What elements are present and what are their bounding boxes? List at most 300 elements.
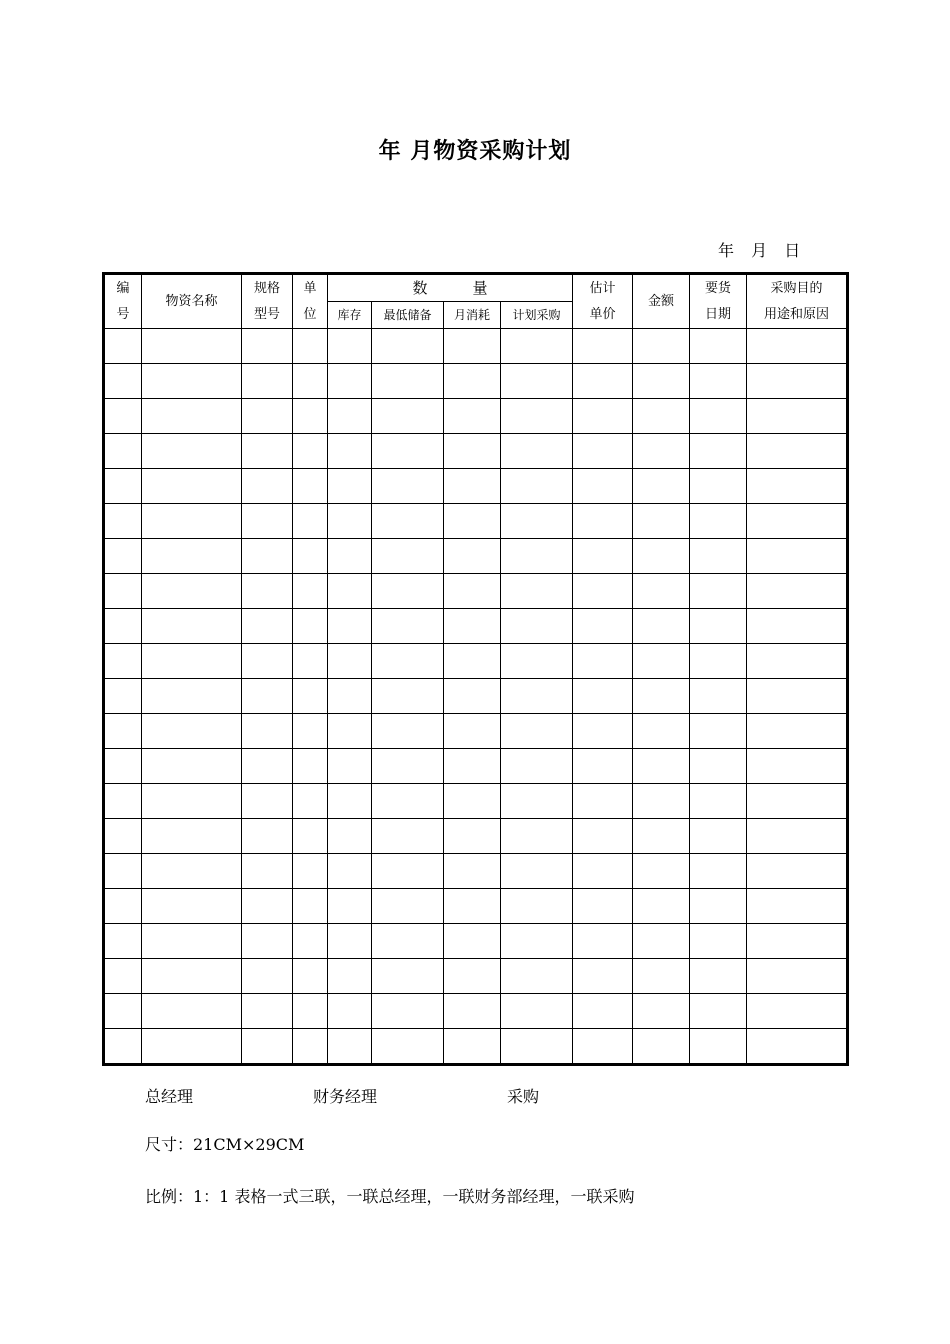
table-row [104,819,848,854]
header-date-line1: 要货 [704,280,731,296]
table-cell[interactable] [501,364,573,399]
table-cell[interactable] [328,994,372,1029]
table-cell[interactable] [444,364,501,399]
table-cell[interactable] [293,504,328,539]
table-cell[interactable] [690,644,747,679]
table-cell[interactable] [690,819,747,854]
table-cell[interactable] [747,574,848,609]
table-cell[interactable] [328,469,372,504]
table-cell[interactable] [328,399,372,434]
table-cell[interactable] [242,959,293,994]
table-cell[interactable] [328,889,372,924]
table-cell[interactable] [573,329,633,364]
table-cell[interactable] [142,994,242,1029]
table-cell[interactable] [242,679,293,714]
table-cell[interactable] [501,574,573,609]
table-cell[interactable] [747,889,848,924]
table-cell[interactable] [690,469,747,504]
table-cell[interactable] [690,924,747,959]
table-cell[interactable] [142,609,242,644]
table-cell[interactable] [747,539,848,574]
table-cell[interactable] [372,994,444,1029]
table-cell[interactable] [444,644,501,679]
table-cell[interactable] [328,329,372,364]
table-row [104,784,848,819]
table-cell[interactable] [242,609,293,644]
table-cell[interactable] [690,679,747,714]
table-cell[interactable] [573,504,633,539]
table-cell[interactable] [142,784,242,819]
table-cell[interactable] [372,1029,444,1065]
table-cell[interactable] [573,574,633,609]
table-cell[interactable] [747,749,848,784]
header-price-line1: 估计 [589,280,616,296]
table-cell[interactable] [747,644,848,679]
table-cell[interactable] [142,574,242,609]
table-cell[interactable] [573,364,633,399]
table-cell[interactable] [444,434,501,469]
table-row [104,434,848,469]
table-cell[interactable] [372,749,444,784]
table-cell[interactable] [444,469,501,504]
table-row [104,959,848,994]
header-row-top [104,274,848,302]
table-cell[interactable] [142,819,242,854]
header-min-reserve: 最低储备 [372,302,444,329]
table-cell[interactable] [372,399,444,434]
header-id [104,274,142,329]
table-cell[interactable] [372,784,444,819]
table-cell[interactable] [104,1029,142,1065]
table-cell[interactable] [293,679,328,714]
table-cell[interactable] [242,819,293,854]
table-cell[interactable] [501,504,573,539]
table-cell[interactable] [104,399,142,434]
table-cell[interactable] [444,679,501,714]
table-cell[interactable] [372,819,444,854]
signature-finance-manager: 财务经理 [313,1087,378,1106]
table-cell[interactable] [444,539,501,574]
table-cell[interactable] [747,784,848,819]
table-cell[interactable] [104,749,142,784]
table-cell[interactable] [444,574,501,609]
table-cell[interactable] [573,539,633,574]
table-cell[interactable] [242,784,293,819]
table-cell[interactable] [633,1029,690,1065]
table-cell[interactable] [328,609,372,644]
table-cell[interactable] [328,959,372,994]
table-cell[interactable] [747,994,848,1029]
table-cell[interactable] [293,644,328,679]
table-cell[interactable] [293,539,328,574]
table-row [104,714,848,749]
table-cell[interactable] [690,854,747,889]
purchase-plan-table [102,272,849,1066]
table-cell[interactable] [747,854,848,889]
table-cell[interactable] [501,609,573,644]
header-name: 物资名称 [142,274,242,329]
table-cell[interactable] [293,364,328,399]
table-row [104,924,848,959]
table-cell[interactable] [328,1029,372,1065]
table-cell[interactable] [242,364,293,399]
table-cell[interactable] [328,434,372,469]
table-cell[interactable] [293,994,328,1029]
table-cell[interactable] [242,469,293,504]
table-cell[interactable] [104,609,142,644]
table-cell[interactable] [372,644,444,679]
table-cell[interactable] [104,854,142,889]
table-cell[interactable] [293,819,328,854]
table-cell[interactable] [104,364,142,399]
table-cell[interactable] [690,784,747,819]
table-cell[interactable] [633,574,690,609]
table-cell[interactable] [690,574,747,609]
table-cell[interactable] [142,364,242,399]
table-cell[interactable] [633,889,690,924]
table-cell[interactable] [690,994,747,1029]
table-cell[interactable] [444,819,501,854]
table-cell[interactable] [372,574,444,609]
table-cell[interactable] [573,924,633,959]
table-cell[interactable] [372,959,444,994]
table-cell[interactable] [633,434,690,469]
table-cell[interactable] [142,399,242,434]
table-cell[interactable] [690,749,747,784]
table-cell[interactable] [293,574,328,609]
header-unit-line1: 单 [303,280,317,296]
table-cell[interactable] [444,994,501,1029]
table-cell[interactable] [104,679,142,714]
table-cell[interactable] [142,644,242,679]
table-cell[interactable] [242,399,293,434]
table-row [104,609,848,644]
table-cell[interactable] [104,574,142,609]
table-cell[interactable] [142,504,242,539]
table-cell[interactable] [747,329,848,364]
header-purpose-line2: 用途和原因 [763,306,829,322]
table-cell[interactable] [633,644,690,679]
table-cell[interactable] [633,399,690,434]
table-cell[interactable] [372,924,444,959]
table-cell[interactable] [142,714,242,749]
table-cell[interactable] [747,434,848,469]
table-cell[interactable] [372,539,444,574]
table-cell[interactable] [633,994,690,1029]
table-cell[interactable] [242,329,293,364]
table-cell[interactable] [293,469,328,504]
table-cell[interactable] [501,959,573,994]
table-cell[interactable] [573,854,633,889]
table-cell[interactable] [573,1029,633,1065]
table-cell[interactable] [142,749,242,784]
table-cell[interactable] [747,609,848,644]
table-cell[interactable] [690,329,747,364]
table-cell[interactable] [747,504,848,539]
table-row [104,1029,848,1065]
table-cell[interactable] [573,399,633,434]
table-cell[interactable] [142,959,242,994]
table-cell[interactable] [501,714,573,749]
table-row [104,574,848,609]
table-cell[interactable] [501,854,573,889]
table-cell[interactable] [573,679,633,714]
table-cell[interactable] [104,784,142,819]
table-row [104,329,848,364]
table-cell[interactable] [328,749,372,784]
signature-general-manager: 总经理 [145,1087,194,1106]
header-id-line1: 编 [116,280,130,296]
table-cell[interactable] [242,854,293,889]
table-cell[interactable] [501,469,573,504]
table-cell[interactable] [444,609,501,644]
table-cell[interactable] [573,609,633,644]
table-cell[interactable] [501,994,573,1029]
table-row [104,644,848,679]
header-date-line2: 日期 [704,306,731,322]
table-cell[interactable] [142,854,242,889]
table-cell[interactable] [690,889,747,924]
date-day-label: 日 [784,241,801,260]
table-cell[interactable] [633,819,690,854]
table-cell[interactable] [293,329,328,364]
table-cell[interactable] [328,364,372,399]
table-cell[interactable] [501,644,573,679]
table-cell[interactable] [444,889,501,924]
table-row [104,994,848,1029]
table-cell[interactable] [633,539,690,574]
table-cell[interactable] [242,644,293,679]
table-cell[interactable] [328,784,372,819]
table-cell[interactable] [328,714,372,749]
table-cell[interactable] [142,469,242,504]
header-amount: 金额 [633,274,690,329]
table-cell[interactable] [242,574,293,609]
table-cell[interactable] [501,539,573,574]
table-cell[interactable] [293,924,328,959]
table-cell[interactable] [444,714,501,749]
table-cell[interactable] [690,399,747,434]
header-spec [242,274,293,329]
table-cell[interactable] [242,434,293,469]
table-cell[interactable] [501,889,573,924]
table-cell[interactable] [633,784,690,819]
header-purpose-line1: 采购目的 [770,280,823,296]
table-cell[interactable] [747,819,848,854]
table-cell[interactable] [747,399,848,434]
date-month-label: 月 [751,241,768,260]
header-spec-line2: 型号 [253,306,280,322]
table-cell[interactable] [328,504,372,539]
header-unit [293,274,328,329]
table-cell[interactable] [104,889,142,924]
table-cell[interactable] [242,504,293,539]
header-price-line2: 单价 [589,306,616,322]
table-cell[interactable] [142,539,242,574]
table-cell[interactable] [104,924,142,959]
form-title: 年 月物资采购计划 [378,139,572,164]
table-cell[interactable] [372,854,444,889]
table-row [104,749,848,784]
header-date [690,274,747,329]
table-cell[interactable] [328,539,372,574]
size-note: 尺寸：21CM×29CM [145,1135,305,1154]
date-line [718,238,812,261]
table-cell[interactable] [104,469,142,504]
table-cell[interactable] [104,329,142,364]
table-cell[interactable] [293,959,328,994]
table-cell[interactable] [501,819,573,854]
table-cell[interactable] [104,819,142,854]
table-cell[interactable] [242,994,293,1029]
table-cell[interactable] [372,889,444,924]
table-cell[interactable] [242,889,293,924]
table-cell[interactable] [293,399,328,434]
header-planned-purchase: 计划采购 [501,302,573,329]
table-cell[interactable] [328,679,372,714]
table-cell[interactable] [690,959,747,994]
table-cell[interactable] [501,329,573,364]
table-cell[interactable] [372,469,444,504]
table-cell[interactable] [104,714,142,749]
table-cell[interactable] [293,434,328,469]
table-cell[interactable] [293,1029,328,1065]
table-cell[interactable] [747,679,848,714]
table-cell[interactable] [142,329,242,364]
table-cell[interactable] [142,889,242,924]
table-cell[interactable] [104,959,142,994]
table-cell[interactable] [142,924,242,959]
table-cell[interactable] [690,504,747,539]
table-cell[interactable] [444,959,501,994]
table-cell[interactable] [444,1029,501,1065]
table-cell[interactable] [633,469,690,504]
table-cell[interactable] [633,959,690,994]
header-monthly-use: 月消耗 [444,302,501,329]
table-cell[interactable] [104,504,142,539]
table-cell[interactable] [293,609,328,644]
table-cell[interactable] [328,924,372,959]
table-cell[interactable] [573,889,633,924]
table-cell[interactable] [747,469,848,504]
table-cell[interactable] [573,749,633,784]
table-cell[interactable] [633,504,690,539]
table-cell[interactable] [747,959,848,994]
table-cell[interactable] [633,679,690,714]
table-cell[interactable] [747,924,848,959]
table-cell[interactable] [142,679,242,714]
table-cell[interactable] [690,1029,747,1065]
table-cell[interactable] [573,714,633,749]
table-cell[interactable] [142,434,242,469]
table-cell[interactable] [633,749,690,784]
table-row [104,364,848,399]
table-cell[interactable] [690,434,747,469]
table-cell[interactable] [444,399,501,434]
table-cell[interactable] [501,679,573,714]
table-cell[interactable] [444,854,501,889]
table-cell[interactable] [372,679,444,714]
table-row [104,854,848,889]
table-cell[interactable] [328,574,372,609]
table-cell[interactable] [328,644,372,679]
table-cell[interactable] [104,434,142,469]
table-cell[interactable] [142,1029,242,1065]
table-cell[interactable] [501,784,573,819]
table-cell[interactable] [293,714,328,749]
table-cell[interactable] [633,924,690,959]
table-cell[interactable] [573,959,633,994]
table-cell[interactable] [501,749,573,784]
table-cell[interactable] [747,714,848,749]
table-cell[interactable] [242,714,293,749]
table-cell[interactable] [104,644,142,679]
table-cell[interactable] [501,1029,573,1065]
table-cell[interactable] [242,1029,293,1065]
table-cell[interactable] [444,749,501,784]
table-cell[interactable] [501,924,573,959]
table-cell[interactable] [633,609,690,644]
header-price [573,274,633,329]
table-cell[interactable] [242,749,293,784]
table-cell[interactable] [372,434,444,469]
table-cell[interactable] [372,609,444,644]
table-cell[interactable] [633,854,690,889]
table-cell[interactable] [444,504,501,539]
table-cell[interactable] [747,1029,848,1065]
date-year-label: 年 [718,241,735,260]
table-cell[interactable] [573,994,633,1029]
table-cell[interactable] [104,994,142,1029]
table-cell[interactable] [633,364,690,399]
table-cell[interactable] [242,539,293,574]
table-cell[interactable] [372,329,444,364]
table-cell[interactable] [573,784,633,819]
table-cell[interactable] [747,364,848,399]
table-cell[interactable] [242,924,293,959]
table-cell[interactable] [444,329,501,364]
table-cell[interactable] [293,889,328,924]
table-cell[interactable] [690,714,747,749]
table-cell[interactable] [328,819,372,854]
table-cell[interactable] [573,469,633,504]
table-body [104,329,848,1065]
table-cell[interactable] [690,609,747,644]
table-cell[interactable] [573,819,633,854]
table-cell[interactable] [293,749,328,784]
ratio-note: 比例：1：1 表格一式三联，一联总经理，一联财务部经理，一联采购 [145,1187,635,1206]
table-cell[interactable] [690,364,747,399]
table-cell[interactable] [633,329,690,364]
table-cell[interactable] [573,434,633,469]
table-cell[interactable] [633,714,690,749]
table-cell[interactable] [573,644,633,679]
table-cell[interactable] [372,504,444,539]
table-cell[interactable] [372,714,444,749]
table-cell[interactable] [501,399,573,434]
table-row [104,679,848,714]
table-cell[interactable] [444,784,501,819]
table-cell[interactable] [372,364,444,399]
table-cell[interactable] [104,539,142,574]
table-cell[interactable] [501,434,573,469]
table-cell[interactable] [444,924,501,959]
table-cell[interactable] [690,539,747,574]
table-cell[interactable] [328,854,372,889]
header-stock: 库存 [328,302,372,329]
table-cell[interactable] [293,784,328,819]
table-cell[interactable] [293,854,328,889]
